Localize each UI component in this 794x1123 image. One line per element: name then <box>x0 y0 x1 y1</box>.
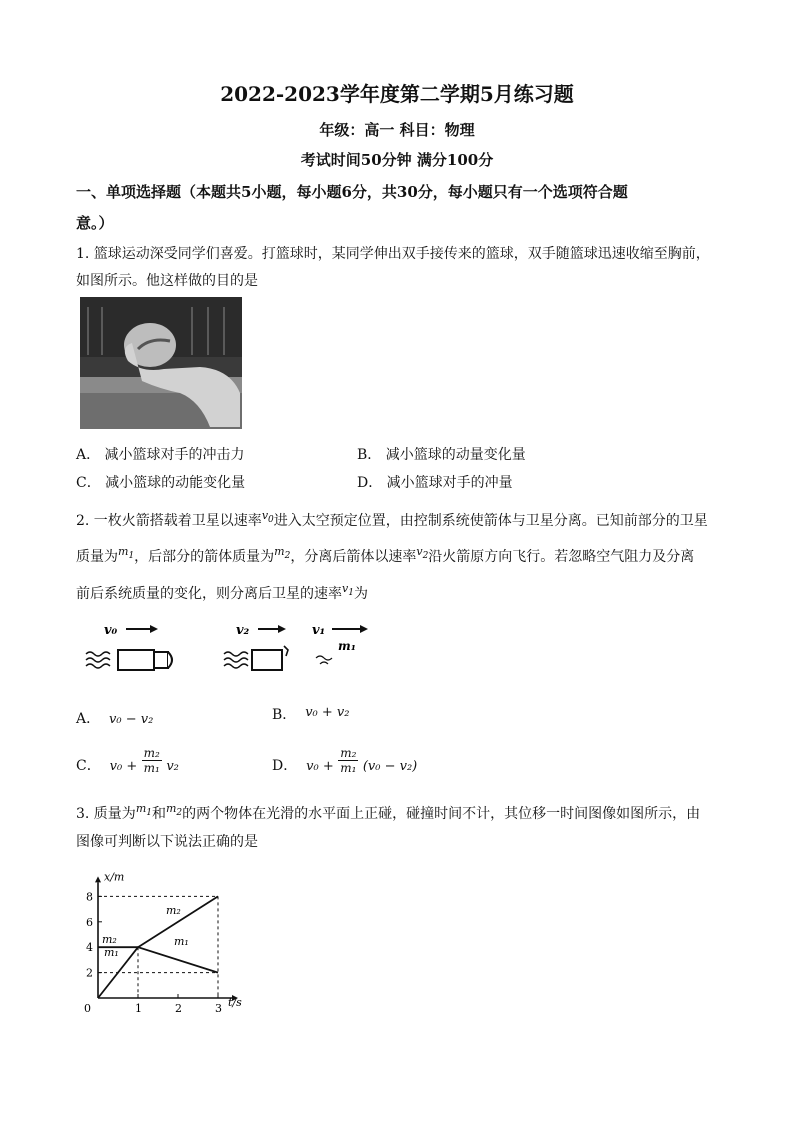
grade-subject: 年级：高一 科目：物理 <box>319 121 475 139</box>
m1-symbol: m1 <box>135 802 152 819</box>
y-axis-arrow <box>95 876 101 882</box>
q2-stem-line1: 2. 一枚火箭搭载着卫星以速率$^{v_0}$进入太空预定位置，由控制系统使箭体与卫星分离。已知前部分的卫星 <box>76 509 708 529</box>
x-axis-label: t/s <box>228 996 242 1009</box>
exam-time: 考试时间50分钟 满分100分 <box>300 151 494 169</box>
q2-stem-line2: 质量为$^{m_1}$，后部分的箭体质量为$^{m_2}$，分离后箭体以速率$^{v_2}$沿火箭原方向飞行。若忽略空气阻力及分离 <box>76 545 695 565</box>
q2-option-d: D． v₀ + $\frac{\text{m₂}}{\text{m₁}}$ (v₀ − v₂) <box>272 746 418 775</box>
series-label-m2-right: m₂ <box>166 903 181 917</box>
displacement-time-chart <box>76 860 256 1020</box>
series-label-m2-left: m₂ <box>102 933 117 947</box>
figure-label-v1: v₁ <box>312 623 326 638</box>
x-tick-label: 0 <box>84 1002 91 1015</box>
rocket-separation-figure <box>84 618 384 680</box>
m2-symbol: m2 <box>274 545 291 562</box>
q1-option-b: B． 减小篮球的动量变化量 <box>357 447 526 463</box>
q2-option-c: C． v₀ + $\frac{\text{m₂}}{\text{m₁}}$ v₂ <box>76 746 179 775</box>
q2-stem-line3: 前后系统质量的变化，则分离后卫星的速率$^{v_1}$为 <box>76 582 368 602</box>
x-tick-label: 2 <box>175 1002 182 1015</box>
q2-option-b: B． v₀ + v₂ <box>272 705 350 723</box>
q3-stem-line1: 3. 质量为$^{m_1}$和$^{m_2}$的两个物体在光滑的水平面上正碰，碰撞时间不计，其位移一时间图像如图所示，由 <box>76 802 701 822</box>
section-heading: 一、单项选择题（本题共5小题，每小题6分，共30分，每小题只有一个选项符合题 <box>76 183 628 201</box>
y-tick-label: 8 <box>86 890 93 904</box>
v2-symbol: v2 <box>416 545 429 562</box>
q1-stem-line2: 如图所示。他这样做的目的是 <box>76 273 258 289</box>
y-tick-label: 6 <box>86 915 93 929</box>
m2-symbol: m2 <box>165 802 183 819</box>
x-tick-label: 3 <box>215 1002 222 1015</box>
q1-stem-line1: 1. 篮球运动深受同学们喜爱。打篮球时，某同学伸出双手接传来的篮球，双手随篮球迅速收缩至胸前， <box>76 246 710 262</box>
y-tick-label: 2 <box>86 966 93 980</box>
q2-option-a: A． v₀ − v₂ <box>76 711 154 727</box>
q1-option-d: D． 减小篮球对手的冲量 <box>357 475 513 491</box>
figure-label-m1: m₁ <box>338 639 356 653</box>
q3-stem-line2: 图像可判断以下说法正确的是 <box>76 834 258 850</box>
basketball-photo <box>80 297 242 429</box>
page-title: 2022-2023学年度第二学期5月练习题 <box>220 82 574 106</box>
q1-option-c: C． 减小篮球的动能变化量 <box>76 475 246 491</box>
q1-option-a: A． 减小篮球对手的冲击力 <box>76 447 245 463</box>
y-tick-label: 4 <box>86 941 93 955</box>
y-axis-label: x/m <box>104 870 125 884</box>
series-label-m1-left: m₁ <box>104 945 119 959</box>
x-tick-label: 1 <box>135 1002 142 1015</box>
section-heading-cont: 意。） <box>76 214 114 232</box>
figure-label-v0: v₀ <box>104 623 118 638</box>
v1-symbol: v1 <box>342 582 354 599</box>
m1-symbol: m1 <box>118 545 135 562</box>
series-label-m1-right: m₁ <box>174 935 189 949</box>
v0-symbol: v0 <box>261 509 274 526</box>
figure-label-v2: v₂ <box>236 623 250 638</box>
